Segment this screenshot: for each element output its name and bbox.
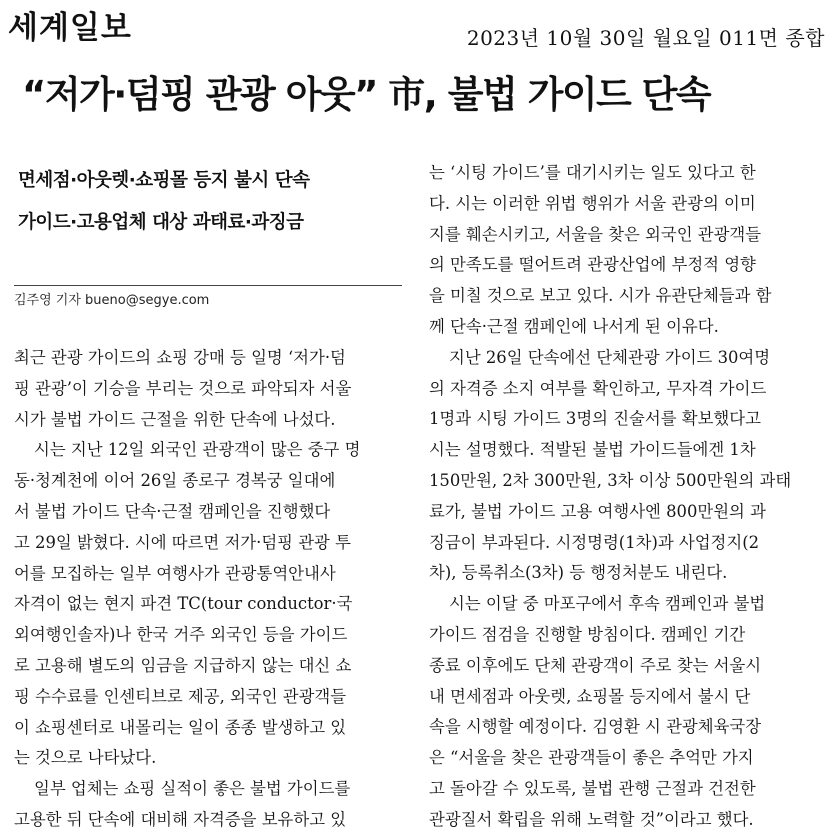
- byline-divider: [14, 285, 402, 286]
- text-line: 지난 26일 단속에선 단체관광 가이드 30여명: [449, 347, 771, 367]
- text-line: 어를 모집하는 일부 여행사가 관광통역안내사: [14, 563, 336, 583]
- text-line: 징금이 부과된다. 시정명령(1차)과 사업정지(2: [429, 532, 760, 552]
- text-line: 시가 불법 가이드 근절을 위한 단속에 나섰다.: [14, 409, 336, 429]
- text-line: 150만원, 2차 300만원, 3차 이상 500만원의 과태: [429, 470, 792, 490]
- article-headline: “저가·덤핑 관광 아웃” 市, 불법 가이드 단속: [22, 73, 711, 116]
- text-line: 의 만족도를 떨어트려 관광산업에 부정적 영향: [429, 255, 756, 275]
- text-line: 는 것으로 나타났다.: [14, 748, 157, 768]
- text-line: 시는 지난 12일 외국인 관광객이 많은 중구 명: [34, 440, 361, 460]
- article-column-left: [14, 343, 404, 836]
- subhead: 가이드·고용업체 대상 과태료·과징금: [18, 212, 304, 233]
- text-line: 시는 이달 중 마포구에서 후속 캠페인과 불법: [449, 594, 766, 614]
- article-byline: 김주영 기자 bueno@segye.com: [14, 293, 210, 308]
- text-line: 종료 이후에도 단체 관광객이 주로 찾는 서울시: [429, 655, 762, 675]
- text-line: 고용한 뒤 단속에 대비해 자격증을 보유하고 있: [14, 809, 347, 829]
- text-line: 로 고용해 별도의 임금을 지급하지 않는 대신 쇼: [14, 655, 352, 675]
- text-line: 고 29일 밝혔다. 시에 따르면 저가·덤핑 관광 투: [14, 532, 351, 552]
- text-line: 을 미칠 것으로 보고 있다. 시가 유관단체들과 함: [429, 286, 772, 306]
- text-line: 서 불법 가이드 단속·근절 캠페인을 진행했다: [14, 501, 331, 521]
- newspaper-masthead: 세계일보: [8, 10, 132, 46]
- text-line: 속을 시행할 예정이다. 김영환 시 관광체육국장: [429, 717, 762, 737]
- text-line: 일부 업체는 쇼핑 실적이 좋은 불법 가이드를: [34, 779, 351, 799]
- text-line: 께 단속·근절 캠페인에 나서게 된 이유다.: [429, 316, 719, 336]
- text-line: 1명과 시팅 가이드 3명의 진술서를 확보했다고: [429, 409, 761, 429]
- text-line: 핑 관광’이 기승을 부리는 것으로 파악되자 서울: [14, 378, 352, 398]
- text-line: 관광질서 확립을 위해 노력할 것”이라고 했다.: [429, 809, 754, 829]
- text-line: 차), 등록취소(3차) 등 행정처분도 내린다.: [429, 563, 728, 583]
- text-line: 가이드 점검을 진행할 방침이다. 캠페인 기간: [429, 624, 746, 644]
- text-line: 외여행인솔자)나 한국 거주 외국인 등을 가이드: [14, 625, 348, 645]
- text-line: 료가, 불법 가이드 고용 여행사엔 800만원의 과: [429, 501, 766, 521]
- text-line: 지를 훼손시키고, 서울을 찾은 외국인 관광객들: [429, 224, 762, 244]
- text-line: 자격이 없는 현지 파견 TC(tour conductor·국: [14, 594, 353, 614]
- text-line: 핑 수수료를 인센티브로 제공, 외국인 관광객들: [14, 686, 347, 706]
- subhead: 면세점·아웃렛·쇼핑몰 등지 불시 단속: [18, 170, 310, 191]
- text-line: 내 면세점과 아웃렛, 쇼핑몰 등지에서 불시 단: [429, 686, 751, 706]
- article-column-right: [429, 158, 827, 836]
- text-line: 고 돌아갈 수 있도록, 불법 관행 근절과 건전한: [429, 778, 756, 798]
- text-line: 동·청계천에 이어 26일 종로구 경복궁 일대에: [14, 471, 336, 491]
- text-line: 다. 시는 이러한 위법 행위가 서울 관광의 이미: [429, 193, 756, 213]
- article-subheads: [18, 160, 408, 244]
- publication-dateline: 2023년 10월 30일 월요일 011면 종합: [466, 26, 825, 50]
- text-line: 의 자격증 소지 여부를 확인하고, 무자격 가이드: [429, 378, 767, 398]
- text-line: 는 ‘시팅 가이드’를 대기시키는 일도 있다고 한: [429, 163, 756, 182]
- text-line: 은 “서울을 찾은 관광객들이 좋은 추억만 가지: [429, 748, 754, 768]
- text-line: 최근 관광 가이드의 쇼핑 강매 등 일명 ‘저가·덤: [14, 348, 346, 367]
- text-line: 시는 설명했다. 적발된 불법 가이드들에겐 1차: [429, 440, 756, 460]
- text-line: 이 쇼핑센터로 내몰리는 일이 종종 발생하고 있: [14, 717, 347, 737]
